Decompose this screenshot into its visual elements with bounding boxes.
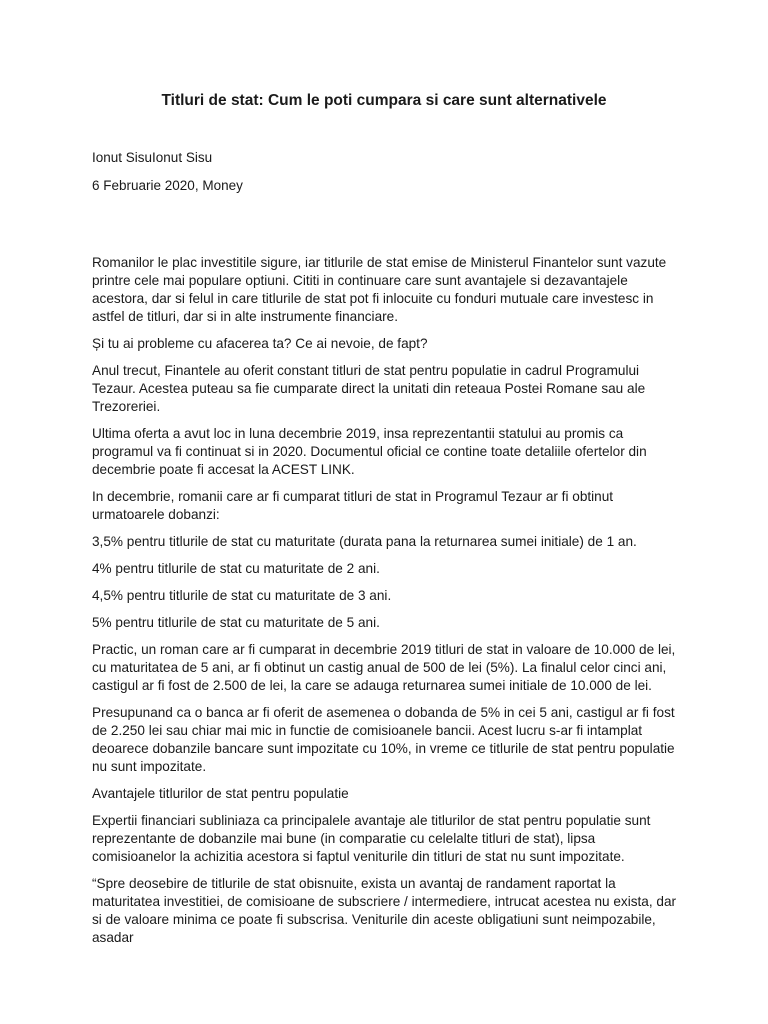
article-paragraph: Expertii financiari subliniaza ca principalele avantaje ale titlurilor de stat pentru populatie sunt reprezentante de dobanzile mai bune (in comparatie cu celelalte titluri de stat), lipsa comisioanelor la achizitia acestora si faptul veniturile din titluri de stat nu sunt impozitate. [92, 813, 651, 864]
section-heading: Avantajele titlurilor de stat pentru populatie [92, 786, 349, 801]
article-paragraph: Practic, un roman care ar fi cumparat in decembrie 2019 titluri de stat in valoare de 10.000 de lei, cu maturitatea de 5 ani, ar fi obtinut un castig anual de 500 de lei (5%). La finalul celor cinci ani, castigul ar fi fost de 2.500 de lei, la care se adauga returnarea sumei initiale de 10.000 de lei. [92, 642, 676, 693]
article-title: Titluri de stat: Cum le poti cumpara si care sunt alternativele [161, 92, 607, 109]
article-paragraph: 4,5% pentru titlurile de stat cu maturitate de 3 ani. [92, 588, 392, 603]
article-paragraph: 5% pentru titlurile de stat cu maturitate de 5 ani. [92, 615, 380, 630]
article-paragraph: Anul trecut, Finantele au oferit constant titluri de stat pentru populatie in cadrul Programului Tezaur. Acestea puteau sa fie cumparate direct la unitati din reteaua Postei Romane sau ale Trezoreriei. [92, 363, 646, 414]
article-author: Ionut SisuIonut Sisu [92, 150, 213, 165]
article-paragraph: In decembrie, romanii care ar fi cumparat titluri de stat in Programul Tezaur ar fi obtinut urmatoarele dobanzi: [92, 489, 614, 522]
article-paragraph: 3,5% pentru titlurile de stat cu maturitate (durata pana la returnarea sumei initiale) de 1 an. [92, 534, 637, 549]
article-dateline: 6 Februarie 2020, Money [92, 178, 243, 193]
article-paragraph: Și tu ai probleme cu afacerea ta? Ce ai nevoie, de fapt? [92, 336, 428, 351]
article-body [92, 254, 682, 956]
article-paragraph: 4% pentru titlurile de stat cu maturitate de 2 ani. [92, 561, 380, 576]
article-paragraph: Romanilor le plac investitile sigure, iar titlurile de stat emise de Ministerul Finantelor sunt vazute printre cele mai populare optiuni. Cititi in continuare care sunt avantajele si dezavantajele acestora, dar si felul in care titlurile de stat pot fi inlocuite cu fonduri mutuale care investesc in astfel de titluri, dar si in alte instrumente financiare. [92, 255, 667, 324]
article-paragraph: Ultima oferta a avut loc in luna decembrie 2019, insa reprezentantii statului au promis ca programul va fi continuat si in 2020. Documentul oficial ce contine toate detaliile ofertelor din decembrie poate fi accesat la ACEST LINK. [92, 426, 647, 477]
article-paragraph: “Spre deosebire de titlurile de stat obisnuite, exista un avantaj de randament raportat la maturitatea investitiei, de comisioane de subscriere / intermediere, intrucat acestea nu exista, dar si de valoare minima ce poate fi subscrisa. Veniturile din aceste obligatiuni sunt neimpozabile, asadar [92, 876, 677, 945]
article-paragraph: Presupunand ca o banca ar fi oferit de asemenea o dobanda de 5% in cei 5 ani, castigul ar fi fost de 2.250 lei sau chiar mai mic in functie de comisioanele bancii. Acest lucru s-ar fi intamplat deoarece dobanzile bancare sunt impozitate cu 10%, in vreme ce titlurile de stat pentru populatie nu sunt impozitate. [92, 705, 675, 774]
